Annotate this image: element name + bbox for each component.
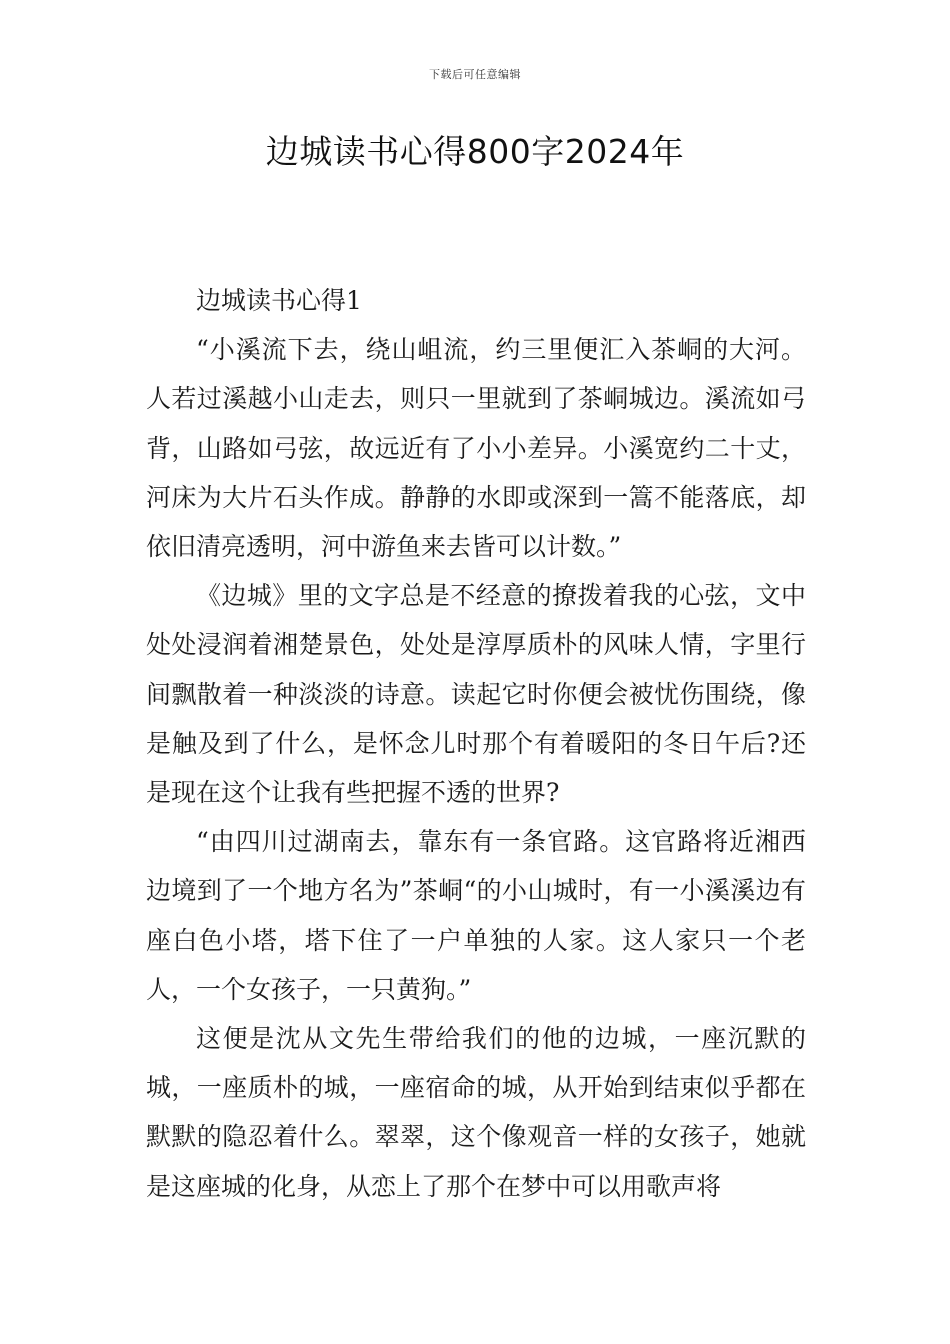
document-title: 边城读书心得800字2024年	[265, 132, 685, 171]
header-note: 下载后可任意编辑	[429, 68, 521, 81]
document-body	[146, 276, 806, 1211]
section-heading: 边城读书心得1	[196, 286, 362, 315]
paragraph-2: 《边城》里的文字总是不经意的撩拨着我的心弦，文中处处浸润着湘楚景色，处处是淳厚质朴的风味人情，字里行间飘散着一种淡淡的诗意。读起它时你便会被忧伤围绕，像是触及到了什么，是怀念儿时那个有着暖阳的冬日午后?还是现在这个让我有些把握不透的世界?	[146, 581, 806, 808]
paragraph-1: “小溪流下去，绕山岨流，约三里便汇入茶峒的大河。人若过溪越小山走去，则只一里就到了茶峒城边。溪流如弓背，山路如弓弦，故远近有了小小差异。小溪宽约二十丈，河床为大片石头作成。静静的水即或深到一篙不能落底，却依旧清亮透明，河中游鱼来去皆可以计数。”	[146, 335, 806, 562]
paragraph-3: “由四川过湖南去，靠东有一条官路。这官路将近湘西边境到了一个地方名为”茶峒“的小山城时，有一小溪溪边有座白色小塔，塔下住了一户单独的人家。这人家只一个老人，一个女孩子，一只黄狗。”	[146, 827, 806, 1004]
paragraph-4: 这便是沈从文先生带给我们的他的边城，一座沉默的城，一座质朴的城，一座宿命的城，从开始到结束似乎都在默默的隐忍着什么。翠翠，这个像观音一样的女孩子，她就是这座城的化身，从恋上了那个在梦中可以用歌声将	[146, 1024, 806, 1201]
